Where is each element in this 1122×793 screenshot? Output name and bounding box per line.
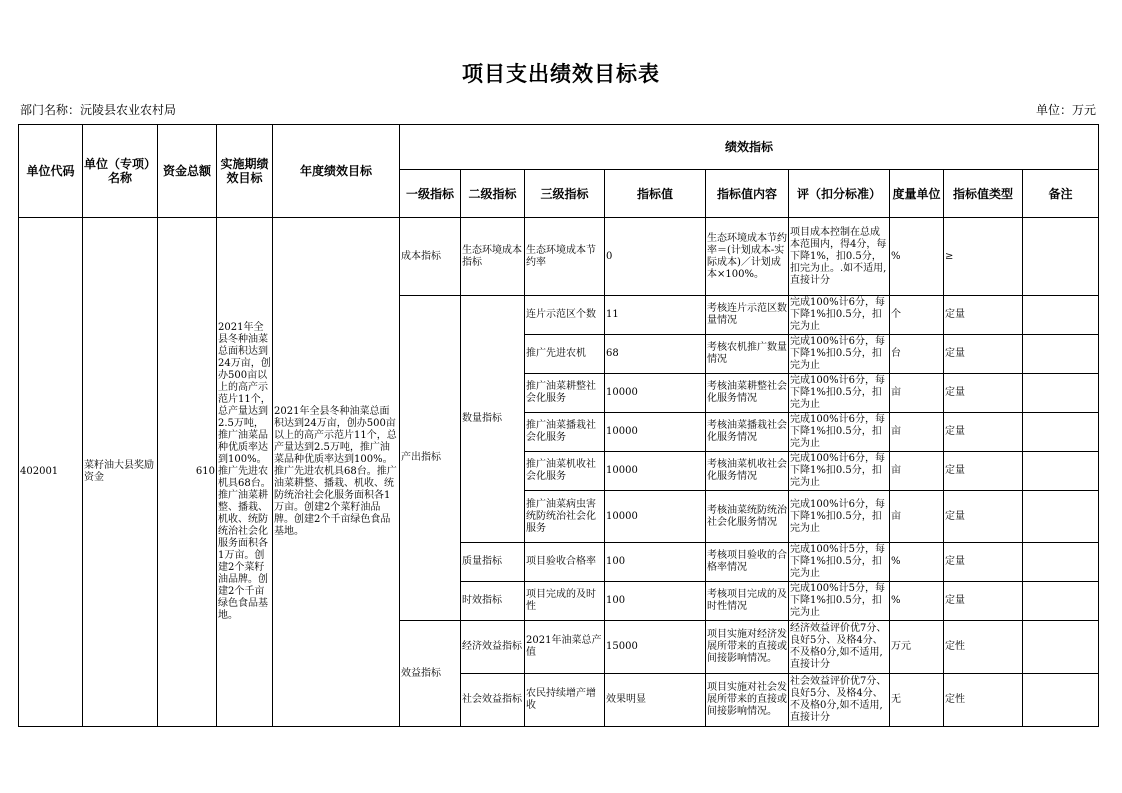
header-value-type: 指标值类型	[944, 170, 1023, 218]
value-type-cell: 定量	[944, 413, 1023, 452]
annual-goal: 2021年全县冬种油菜总面积达到24万亩，创办500亩以上的高产示范片11个，总产量达到2.5万吨，推广油菜品种优质率达到100%。推广先进农机具68台。推广油菜耕整、播栽、机收、统防统治社会化服务面积各1万亩。创建2个菜籽油品牌。创建2个千亩绿色食品基地。	[273, 218, 400, 727]
level3-cell: 推广先进农机	[525, 335, 605, 374]
header-score: 评（扣分标准）	[789, 170, 890, 218]
level2-quality: 质量指标	[461, 543, 525, 582]
level2-economic: 经济效益指标	[461, 621, 525, 674]
note-cell	[1023, 582, 1099, 621]
header-unit-name: 单位（专项）名称	[83, 125, 158, 218]
score-cell: 社会效益评价优7分、良好5分、及格4分、不及格0分,如不适用,直接计分	[789, 674, 890, 727]
level1-output: 产出指标	[400, 296, 461, 621]
page-title: 项目支出绩效目标表	[462, 62, 660, 86]
score-cell: 完成100%计6分，每下降1%扣0.5分，扣完为止	[789, 452, 890, 491]
note-cell	[1023, 335, 1099, 374]
level3-cell: 农民持续增产增收	[525, 674, 605, 727]
header-measure: 度量单位	[890, 170, 944, 218]
unit-name: 菜籽油大县奖励资金	[83, 218, 158, 727]
content-cell: 考核项目验收的合格率情况	[706, 543, 789, 582]
note-cell	[1023, 452, 1099, 491]
header-performance-indicators: 绩效指标	[400, 125, 1099, 170]
measure-cell: 亩	[890, 452, 944, 491]
note-cell	[1023, 296, 1099, 335]
score-cell: 完成100%计6分，每下降1%扣0.5分，扣完为止	[789, 296, 890, 335]
value-cell: 效果明显	[605, 674, 706, 727]
measure-cell: 亩	[890, 374, 944, 413]
fund-total: 610	[158, 218, 217, 727]
value-type-cell: ≥	[944, 218, 1023, 296]
score-cell: 完成100%计5分，每下降1%扣0.5分，扣完为止	[789, 543, 890, 582]
period-goal: 2021年全县冬种油菜总面积达到24万亩，创办500亩以上的高产示范片11个，总产量达到2.5万吨，推广油菜品种优质率达到100%。推广先进农机具68台。推广油菜耕整、播栽、机收、统防统治社会化服务面积各1万亩。创建2个菜籽油品牌。创建2个千亩绿色食品基地。	[217, 218, 273, 727]
level1-benefit: 效益指标	[400, 621, 461, 727]
level1-cost: 成本指标	[400, 218, 461, 296]
value-type-cell: 定量	[944, 452, 1023, 491]
measure-cell: 万元	[890, 621, 944, 674]
content-cell: 考核油菜播栽社会化服务情况	[706, 413, 789, 452]
content-cell: 考核油菜统防统治社会化服务情况	[706, 491, 789, 543]
note-cell	[1023, 491, 1099, 543]
value-cell: 15000	[605, 621, 706, 674]
score-cell: 项目成本控制在总成本范围内，得4分，每下降1%，扣0.5分，扣完为止。.如不适用,直接计分	[789, 218, 890, 296]
level2-quantity: 数量指标	[461, 296, 525, 543]
level3-cell: 推广油菜耕整社会化服务	[525, 374, 605, 413]
level2-timeliness: 时效指标	[461, 582, 525, 621]
value-cell: 100	[605, 582, 706, 621]
level3-cell: 项目完成的及时性	[525, 582, 605, 621]
measure-cell: 台	[890, 335, 944, 374]
level2-eco-cost: 生态环境成本指标	[461, 218, 525, 296]
content-cell: 考核连片示范区数量情况	[706, 296, 789, 335]
value-type-cell: 定量	[944, 374, 1023, 413]
score-cell: 完成100%计5分，每下降1%扣0.5分，扣完为止	[789, 582, 890, 621]
value-type-cell: 定量	[944, 543, 1023, 582]
content-cell: 项目实施对经济发展所带来的直接或间接影响情况。	[706, 621, 789, 674]
score-cell: 经济效益评价优7分、良好5分、及格4分、不及格0分,如不适用,直接计分	[789, 621, 890, 674]
header-fund-total: 资金总额	[158, 125, 217, 218]
value-cell: 10000	[605, 413, 706, 452]
header-content: 指标值内容	[706, 170, 789, 218]
header-note: 备注	[1023, 170, 1099, 218]
header-value: 指标值	[605, 170, 706, 218]
value-cell: 100	[605, 543, 706, 582]
level2-social: 社会效益指标	[461, 674, 525, 727]
unit-code: 402001	[19, 218, 83, 727]
header-level2: 二级指标	[461, 170, 525, 218]
value-cell: 10000	[605, 452, 706, 491]
value-type-cell: 定性	[944, 674, 1023, 727]
currency-unit: 单位：万元	[1035, 103, 1096, 117]
header-level3: 三级指标	[525, 170, 605, 218]
note-cell	[1023, 674, 1099, 727]
value-cell: 11	[605, 296, 706, 335]
score-cell: 完成100%计6分，每下降1%扣0.5分，扣完为止	[789, 413, 890, 452]
level3-cell: 生态环境成本节约率	[525, 218, 605, 296]
header-annual-goal: 年度绩效目标	[273, 125, 400, 218]
content-cell: 考核油菜耕整社会化服务情况	[706, 374, 789, 413]
measure-cell: 无	[890, 674, 944, 727]
level3-cell: 连片示范区个数	[525, 296, 605, 335]
measure-cell: %	[890, 582, 944, 621]
level3-cell: 项目验收合格率	[525, 543, 605, 582]
value-type-cell: 定量	[944, 296, 1023, 335]
content-cell: 考核农机推广数量情况	[706, 335, 789, 374]
value-type-cell: 定量	[944, 335, 1023, 374]
header-row-1	[19, 125, 1099, 170]
performance-target-table	[18, 124, 1099, 727]
measure-cell: 亩	[890, 491, 944, 543]
measure-cell: 个	[890, 296, 944, 335]
content-cell: 生态环境成本节约率＝(计划成本-实际成本)／计划成本×100%。	[706, 218, 789, 296]
level3-cell: 2021年油菜总产值	[525, 621, 605, 674]
value-type-cell: 定量	[944, 491, 1023, 543]
measure-cell: %	[890, 543, 944, 582]
content-cell: 项目实施对社会发展所带来的直接或间接影响情况。	[706, 674, 789, 727]
value-type-cell: 定量	[944, 582, 1023, 621]
value-type-cell: 定性	[944, 621, 1023, 674]
value-cell: 0	[605, 218, 706, 296]
note-cell	[1023, 543, 1099, 582]
value-cell: 10000	[605, 491, 706, 543]
department-name: 部门名称：沅陵县农业农村局	[20, 103, 177, 117]
content-cell: 考核项目完成的及时性情况	[706, 582, 789, 621]
level3-cell: 推广油菜播栽社会化服务	[525, 413, 605, 452]
note-cell	[1023, 218, 1099, 296]
measure-cell: %	[890, 218, 944, 296]
score-cell: 完成100%计6分，每下降1%扣0.5分，扣完为止	[789, 335, 890, 374]
score-cell: 完成100%计6分，每下降1%扣0.5分，扣完为止	[789, 374, 890, 413]
header-period-goal: 实施期绩效目标	[217, 125, 273, 218]
header-level1: 一级指标	[400, 170, 461, 218]
note-cell	[1023, 621, 1099, 674]
header-unit-code: 单位代码	[19, 125, 83, 218]
note-cell	[1023, 413, 1099, 452]
note-cell	[1023, 374, 1099, 413]
level3-cell: 推广油菜病虫害统防统治社会化服务	[525, 491, 605, 543]
score-cell: 完成100%计6分，每下降1%扣0.5分，扣完为止	[789, 491, 890, 543]
value-cell: 68	[605, 335, 706, 374]
table-row	[19, 218, 1099, 296]
level3-cell: 推广油菜机收社会化服务	[525, 452, 605, 491]
content-cell: 考核油菜机收社会化服务情况	[706, 452, 789, 491]
value-cell: 10000	[605, 374, 706, 413]
measure-cell: 亩	[890, 413, 944, 452]
